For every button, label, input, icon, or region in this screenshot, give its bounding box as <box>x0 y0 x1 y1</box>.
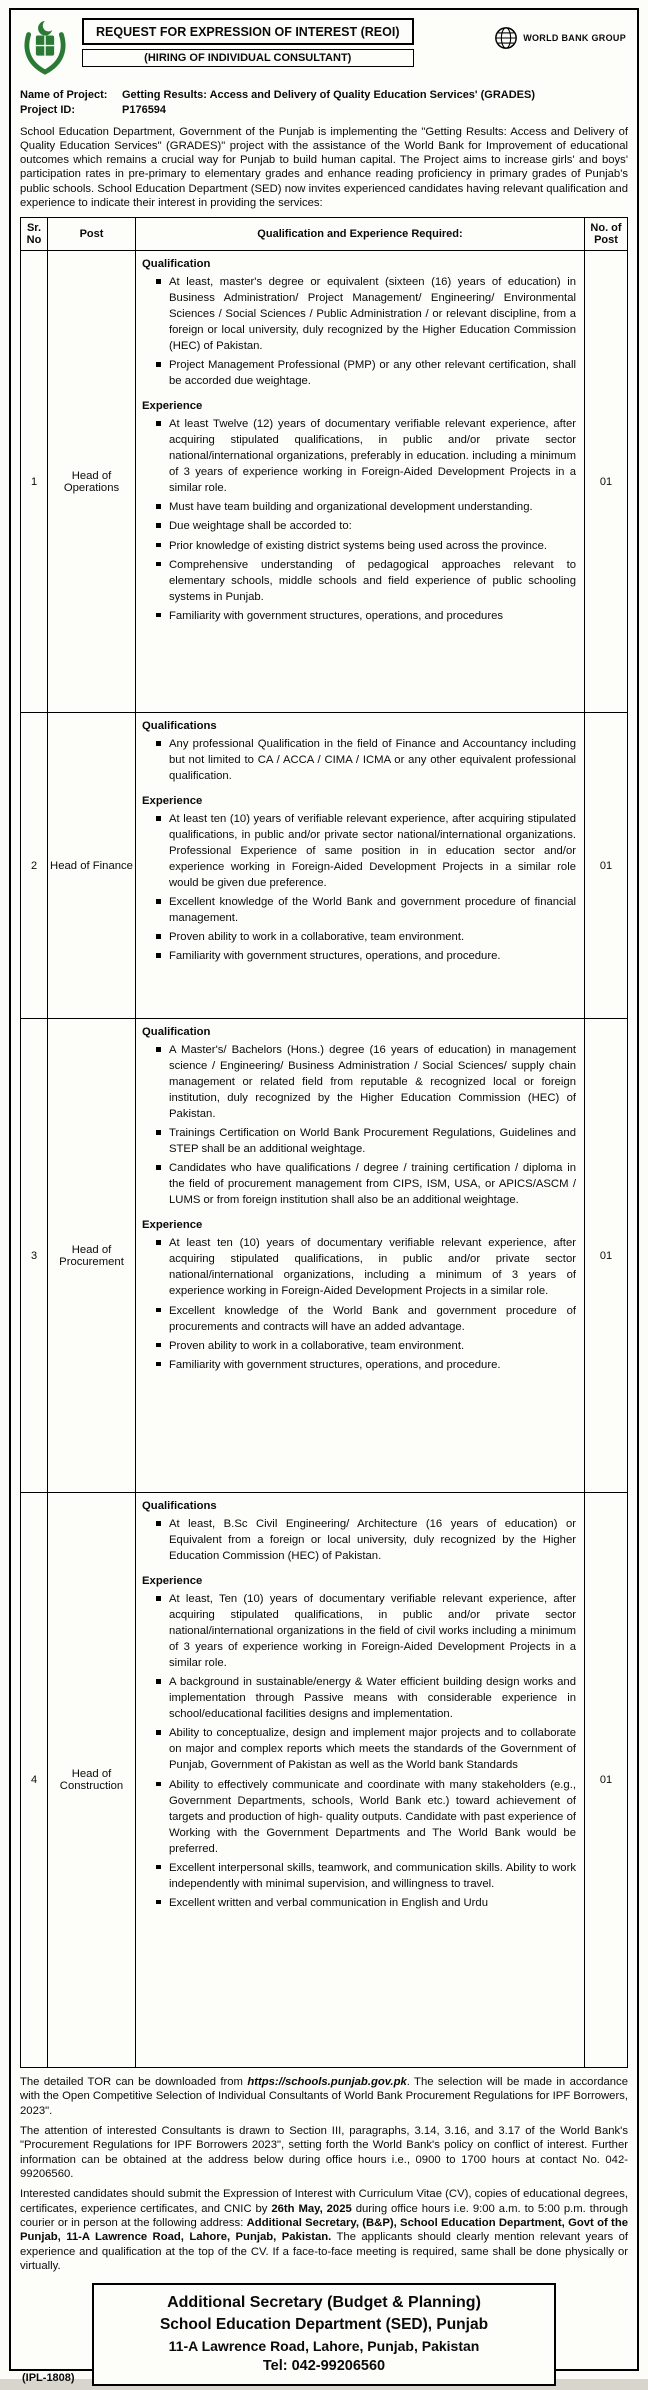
bullet-item: Trainings Certification on World Bank Procurement Regulations, Guidelines and STEP shall be an additional weightage. <box>169 1125 576 1157</box>
bullet-item: Must have team building and organizational development understanding. <box>169 499 576 515</box>
table-header-row <box>21 218 628 251</box>
header-sr-no: Sr. No <box>21 218 48 251</box>
title-block <box>82 18 414 67</box>
bullet-item: Familiarity with government structures, operations, and procedure. <box>169 948 576 964</box>
submission-paragraph <box>20 2187 628 2273</box>
tor-text-post: . The selection will be made in accordance with the Open Competitive Selection of Individual Consultants of World Bank Procurement Regulations for IPF Borrowers, 2023". <box>20 2076 628 2117</box>
bullet-list <box>142 274 576 389</box>
bullet-list <box>142 416 576 623</box>
project-info <box>20 88 628 118</box>
submission-text-pre: Interested candidates should submit the Expression of Interest with Curriculum Vitae (CV), copies of educational degrees, certificates, experience certificates, and CNIC by <box>20 2188 628 2215</box>
bullet-item: Ability to effectively communicate and coordinate with many stakeholders (e.g., Government Departments, schools, World Bank etc.) toward achievement of targets and production of high- quality outputs. Candidate with past experience of Working with the Government Departments and The World Bank would be preferred. <box>169 1777 576 1857</box>
world-bank-label: WORLD BANK GROUP <box>523 33 626 43</box>
project-id-row <box>20 103 628 118</box>
intro-paragraph: School Education Department, Government of the Punjab is implementing the "Getting Results: Access and Delivery of Quality Education Services" (GRADES)" project with the assistance of the World Bank for Improvement of educational outcomes which remains a crucial way for Punjab to build human capital. The Project aims to increase girls' and boys' participation rates in pre-primary to elementary grades and enhance reading proficiency in primary grades of Punjab's public schools. School Education Department (SED) now invites experienced candidates having relevant qualification and experience to indicate their interest in providing the services: <box>20 125 628 209</box>
project-name-label: Name of Project: <box>20 89 108 101</box>
bullet-item: Any professional Qualification in the field of Finance and Accountancy including but not limited to CA / ACCA / CIMA / ICMA or any other equivalent professional qualification. <box>169 736 576 784</box>
contact-box <box>92 2283 556 2386</box>
bullet-list <box>142 1042 576 1208</box>
post-cell: Head of Operations <box>48 251 136 713</box>
table-row <box>21 251 628 713</box>
contact-phone: Tel: 042-99206560 <box>262 2358 386 2375</box>
post-cell: Head of Procurement <box>48 1019 136 1493</box>
bullet-item: A Master's/ Bachelors (Hons.) degree (16 years of education) in management science / Engineering/ Business Administration / Social Sciences/ supply chain management or related field from reputable & recognized local or foreign institution, duly recognized by the Higher Education Commission (HEC) of Pakistan. <box>169 1042 576 1122</box>
section-heading: Experience <box>142 1575 203 1588</box>
posts-table <box>20 217 628 2068</box>
tor-text-pre: The detailed TOR can be downloaded from <box>20 2076 248 2088</box>
header-qualification: Qualification and Experience Required: <box>136 218 585 251</box>
section-heading: Qualification <box>142 258 211 270</box>
tor-download-link[interactable]: https://schools.punjab.gov.pk <box>247 2076 407 2088</box>
bullet-item: Excellent knowledge of the World Bank and government procedure of procurements and contracts will have an added advantage. <box>169 1303 576 1335</box>
submission-text-mid: during office hours i.e. 9:00 a.m. to 5:00 p.m. through courier or in person at the following address: <box>20 2202 629 2230</box>
post-count-cell: 01 <box>585 1019 628 1493</box>
bullet-item: Excellent knowledge of the World Bank and government procedure of financial management. <box>169 894 576 926</box>
ad-frame <box>9 8 639 2385</box>
bullet-list <box>142 1516 576 1564</box>
table-row <box>21 713 628 1019</box>
bullet-list <box>142 1591 576 1911</box>
world-bank-globe-icon <box>494 26 518 50</box>
bottom-section <box>20 2279 628 2390</box>
table-row <box>21 1019 628 1493</box>
project-name-row <box>20 88 628 103</box>
project-id-label: Project ID: <box>20 103 76 116</box>
contact-department: School Education Department (SED), Punjab <box>159 2316 489 2334</box>
bullet-item: At least ten (10) years of documentary verifiable relevant experience, after acquiring stipulated qualifications, in public and/or private sector national/international organizations, including a minimum of 3 years of experience working in Foreign-Aided Development Projects in a similar role. <box>169 1235 576 1299</box>
bullet-item: Comprehensive understanding of pedagogical approaches relevant to elementary schools, middle schools and field experience of public schooling systems in Punjab. <box>169 557 576 605</box>
conflict-of-interest-paragraph: The attention of interested Consultants is drawn to Section III, paragraphs, 3.14, 3.16, and 3.17 of the World Bank's "Procurement Regulations for IPF Borrowers 2023", setting forth the World Bank's policy on conflict of interest. Further information can be obtained at the address below during office hours i.e., 0900 to 1700 hours at contact No. 042-99206560. <box>20 2125 628 2181</box>
closing-notes <box>20 2075 628 2279</box>
submission-deadline: 26th May, 2025 <box>271 2202 352 2215</box>
qualification-cell <box>136 251 585 713</box>
table-row <box>21 1493 628 2068</box>
qualification-cell <box>136 1019 585 1493</box>
bullet-item: Familiarity with government structures, operations, and procedures <box>169 608 576 624</box>
post-cell: Head of Construction <box>48 1493 136 2068</box>
contact-title: Additional Secretary (Budget & Planning) <box>167 2294 481 2312</box>
header <box>20 18 628 80</box>
bullet-item: Proven ability to work in a collaborative, team environment. <box>169 929 576 945</box>
post-count-cell: 01 <box>585 1493 628 2068</box>
bullet-item: A background in sustainable/energy & Water efficient building design works and implementation through Passive means with considerable experience in school/educational facilities designs and implementation. <box>169 1674 576 1722</box>
post-count-cell: 01 <box>585 713 628 1019</box>
bullet-item: Proven ability to work in a collaborative, team environment. <box>169 1338 576 1354</box>
bullet-item: Project Management Professional (PMP) or any other relevant certification, shall be accorded due weightage. <box>169 357 576 389</box>
bullet-item: Candidates who have qualifications / degree / training certification / diploma in the field of procurement management from CIPS, ISM, USA, or APICS/ASCM / LUMS or from foreign institution shall also be an additional weightage. <box>169 1160 576 1208</box>
bullet-item: At least, master's degree or equivalent (sixteen (16) years of education) in Business Administration/ Project Management/ Engineering/ Environmental Sciences / Social Sciences / Public Administration / or relevant discipline, from a foreign or local university, duly recognized by the Higher Education Commission (HEC) of Pakistan. <box>169 274 576 354</box>
section-heading: Qualification <box>142 1026 211 1038</box>
contact-address: 11-A Lawrence Road, Lahore, Punjab, Pakistan <box>168 2338 480 2355</box>
bullet-item: At least ten (10) years of verifiable relevant experience, after acquiring stipulated qualifications, in public and/or private sector national/international organizations. Professional Experience of same position in in education sector and/or experience working in Foreign-Aided Development Projects in a similar role would be given due preference. <box>169 811 576 891</box>
submission-address: Additional Secretary, (B&P), School Education Department, Govt of the Punjab, 11-A Lawrence Road, Lahore, Punjab, Pakistan. <box>20 2217 628 2244</box>
section-heading: Qualifications <box>142 720 217 732</box>
qualification-cell <box>136 713 585 1019</box>
post-count-cell: 01 <box>585 251 628 713</box>
punjab-government-logo-icon <box>20 19 70 80</box>
bullet-item: Ability to conceptualize, design and implement major projects and to collaborate on major and complex reports which meets the standards of the Government of Punjab, Government of Pakistan as well as the World bank Standards <box>169 1725 576 1773</box>
bullet-list <box>142 1235 576 1372</box>
bullet-item: Excellent interpersonal skills, teamwork, and communication skills. Ability to work independently with minimal supervision, and willingness to travel. <box>169 1860 576 1892</box>
bullet-item: Prior knowledge of existing district systems being used across the province. <box>169 538 576 554</box>
post-cell: Head of Finance <box>48 713 136 1019</box>
sr-cell: 3 <box>21 1019 48 1493</box>
project-name-value: Getting Results: Access and Delivery of Quality Education Services' (GRADES) <box>122 89 535 101</box>
world-bank-logo <box>494 18 628 50</box>
bullet-item: Due weightage shall be accorded to: <box>169 518 576 534</box>
sr-cell: 4 <box>21 1493 48 2068</box>
ipl-number: (IPL-1808) <box>22 2372 75 2385</box>
bullet-list <box>142 736 576 784</box>
section-heading: Qualifications <box>142 1500 217 1512</box>
qualification-cell <box>136 1493 585 2068</box>
submission-text-post: The applicants should clearly mention relevant years of experience and qualification at the top of the CV. If a face-to-face meeting is required, same shall be done physically or virtually. <box>20 2231 628 2273</box>
sr-cell: 2 <box>21 713 48 1019</box>
section-heading: Experience <box>142 795 203 808</box>
bullet-item: At least Twelve (12) years of documentary verifiable relevant experience, after acquiring stipulated qualifications, in public and/or private sector national/international organizations, preferably in education. including a minimum of 3 years of experience working in Foreign-Aided Development Projects in a similar role. <box>169 416 576 496</box>
bullet-item: Familiarity with government structures, operations, and procedure. <box>169 1357 576 1373</box>
tor-paragraph <box>20 2075 628 2118</box>
bullet-item: At least, Ten (10) years of documentary verifiable relevant experience, after acquiring stipulated qualifications, in public and/or private sector national/international organizations in the field of civil works including a minimum of 3 years of experience working in Foreign-Aided Development Projects in a similar role. <box>169 1591 576 1671</box>
page-subtitle: (HIRING OF INDIVIDUAL CONSULTANT) <box>82 49 414 67</box>
header-no-of-post: No. of Post <box>585 218 628 251</box>
bullet-item: At least, B.Sc Civil Engineering/ Architecture (16 years of education) or Equivalent from a foreign or local university, duly recognized by the Higher Education Commission (HEC) of Pakistan. <box>169 1516 576 1564</box>
section-heading: Experience <box>142 1219 203 1232</box>
page-title: REQUEST FOR EXPRESSION OF INTEREST (REOI) <box>82 18 414 45</box>
sr-cell: 1 <box>21 251 48 713</box>
bullet-item: Excellent written and verbal communication in English and Urdu <box>169 1895 576 1911</box>
project-id-value: P176594 <box>122 103 167 116</box>
bullet-list <box>142 811 576 964</box>
section-heading: Experience <box>142 400 203 413</box>
header-post: Post <box>48 218 136 251</box>
